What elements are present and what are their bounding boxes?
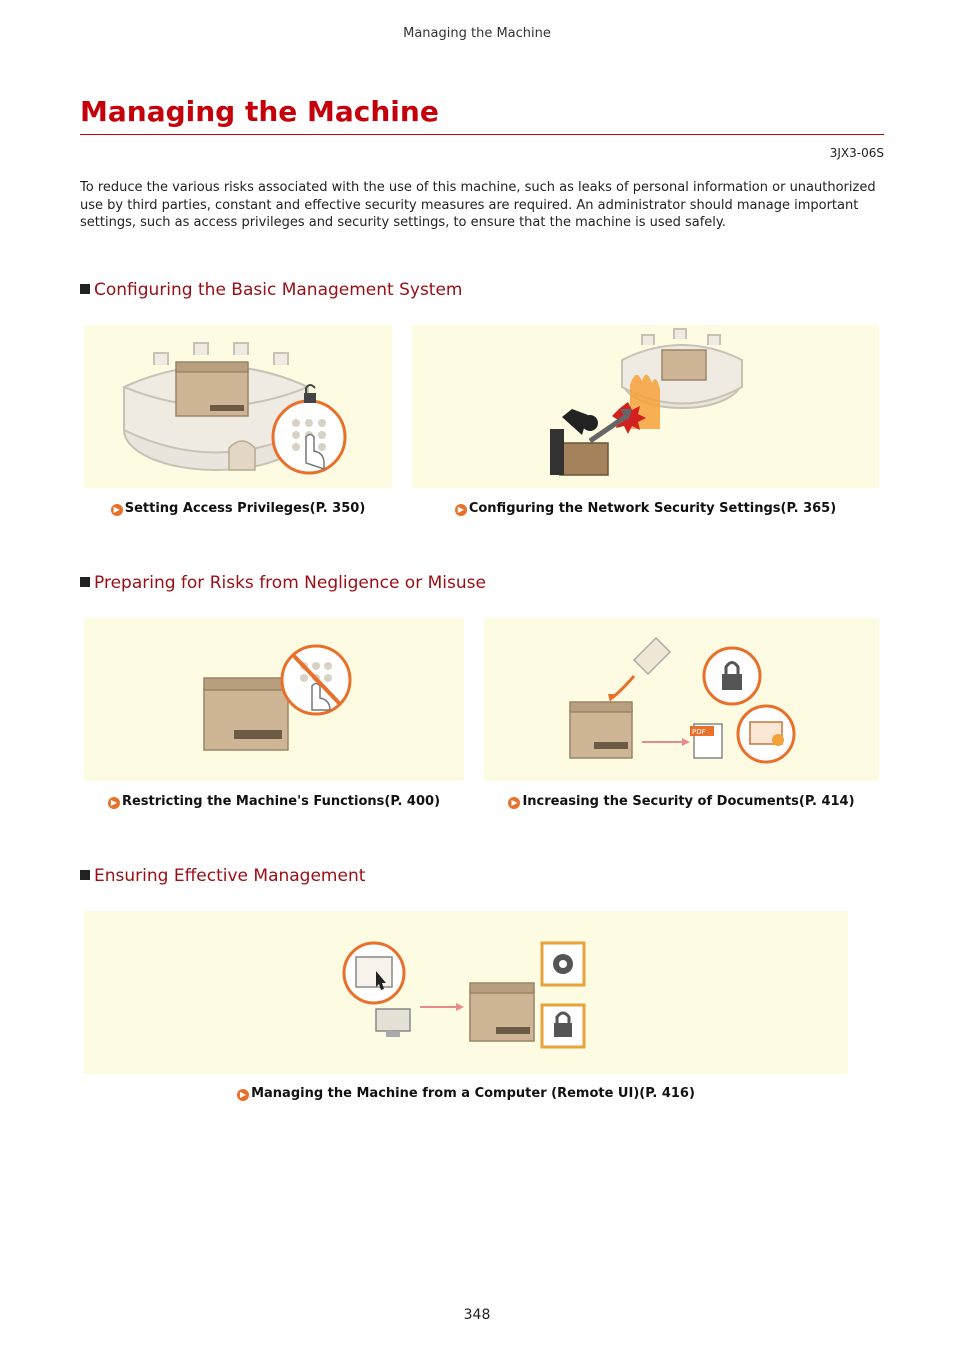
arrow-right-circle-icon: ▶ <box>108 797 120 809</box>
secure-document-icon <box>484 618 879 781</box>
illustration-network-security <box>412 325 879 488</box>
section-heading-effective-management <box>80 866 365 886</box>
arrow-right-circle-icon: ▶ <box>237 1089 249 1101</box>
link-text: Managing the Machine from a Computer (Remote UI)(P. 416) <box>251 1086 695 1101</box>
title-rule <box>80 134 884 135</box>
arrow-right-circle-icon: ▶ <box>111 504 123 516</box>
restricted-machine-icon <box>84 618 464 781</box>
square-bullet-icon <box>80 577 90 587</box>
remote-management-icon <box>84 911 848 1074</box>
link-restricting-functions[interactable] <box>84 794 464 809</box>
link-text: Restricting the Machine's Functions(P. 400) <box>121 794 441 809</box>
section-heading-text: Preparing for Risks from Negligence or Misuse <box>94 573 486 593</box>
square-bullet-icon <box>80 870 90 880</box>
illustration-restricting-functions <box>84 618 464 781</box>
page-number: 348 <box>463 1307 491 1323</box>
illustration-remote-ui <box>84 911 848 1074</box>
square-bullet-icon <box>80 284 90 294</box>
link-text: Increasing the Security of Documents(P. 414) <box>522 794 855 809</box>
link-network-security-settings[interactable] <box>412 501 879 516</box>
pdf-tag: PDF <box>692 728 706 736</box>
link-setting-access-privileges[interactable] <box>84 501 392 516</box>
castle-wall-icon <box>84 325 392 488</box>
section-heading-basic-management <box>80 280 463 300</box>
illustration-access-privileges <box>84 325 392 488</box>
intro-paragraph: To reduce the various risks associated with the use of this machine, such as leaks of personal information or unauthorized use by third parties, constant and effective security measures are required. An administrator should manage important settings, such as access privileges and security settings, to ensure that the machine is used safely. <box>80 180 876 230</box>
section-heading-text: Ensuring Effective Management <box>94 866 366 886</box>
document-id: 3JX3-06S <box>829 146 884 160</box>
firewall-icon <box>412 325 879 488</box>
arrow-right-circle-icon: ▶ <box>508 797 520 809</box>
link-document-security[interactable] <box>484 794 879 809</box>
running-header: Managing the Machine <box>403 26 551 41</box>
link-text: Configuring the Network Security Settings(P. 365) <box>468 501 837 516</box>
link-text: Setting Access Privileges(P. 350) <box>124 501 366 516</box>
section-heading-negligence-misuse <box>80 573 486 593</box>
link-remote-ui[interactable] <box>84 1086 848 1101</box>
page-title: Managing the Machine <box>80 95 439 128</box>
arrow-right-circle-icon: ▶ <box>455 504 467 516</box>
section-heading-text: Configuring the Basic Management System <box>94 280 463 300</box>
illustration-document-security <box>484 618 879 781</box>
